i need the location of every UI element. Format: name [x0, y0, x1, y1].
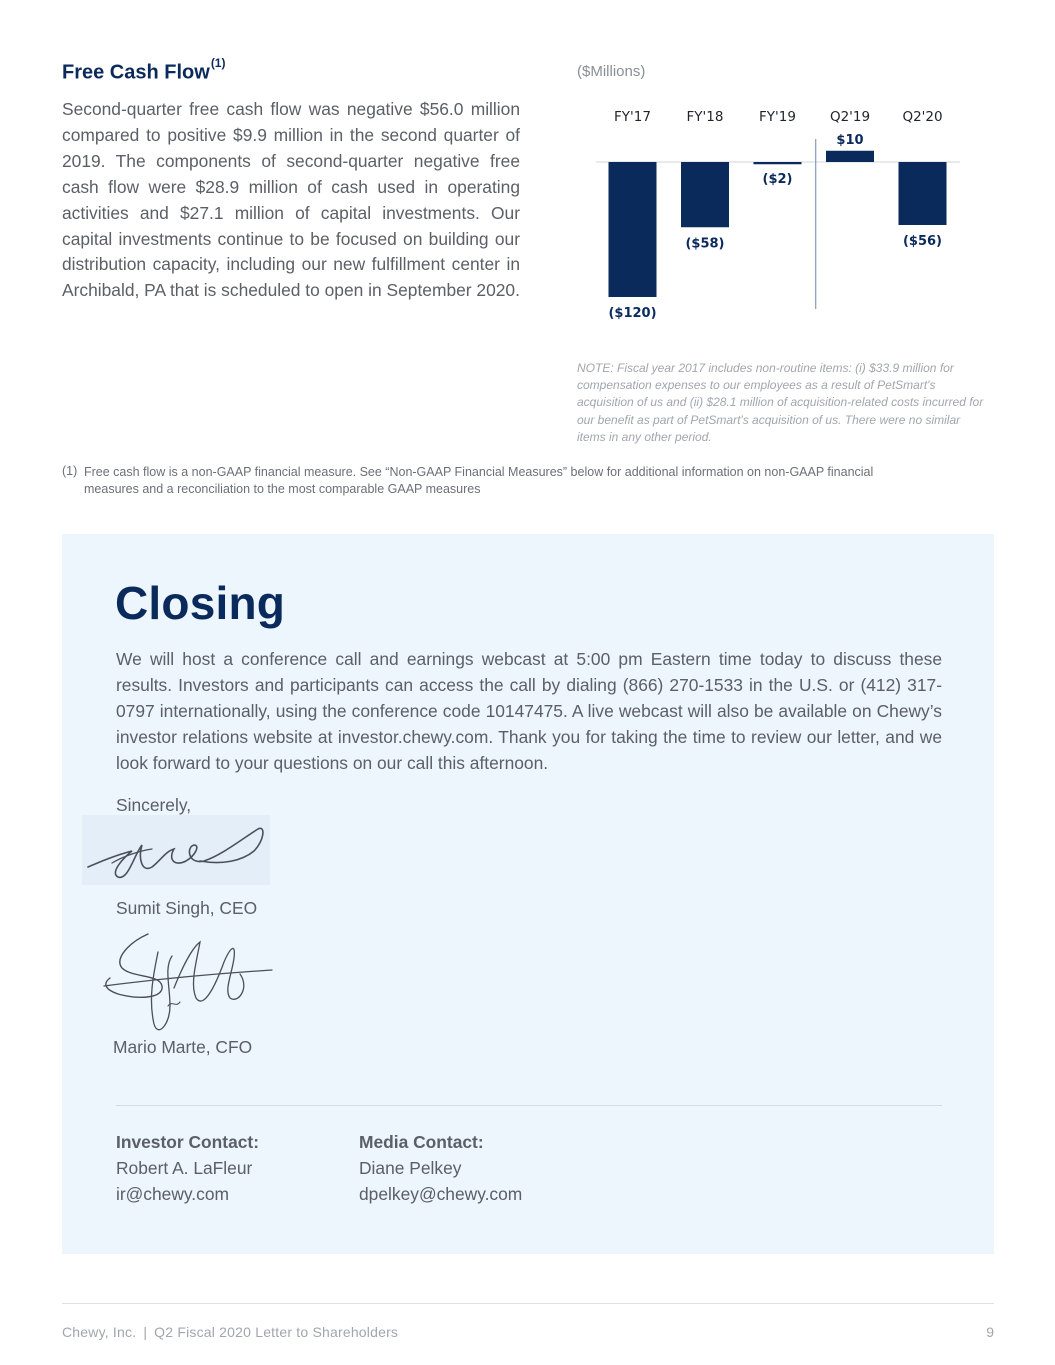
chart-bar	[754, 162, 802, 164]
chart-bar	[826, 151, 874, 162]
cfo-name: Mario Marte, CFO	[113, 1037, 253, 1057]
chart-note: NOTE: Fiscal year 2017 includes non-routine items: (i) $33.9 million for compensation expenses to our employees as a result of PetSmart's acquisition of us and (ii) $28.1 million of acquisition-related costs incurred for our benefit as part of PetSmart's acquisition of us. There were no similar items in any other period.	[577, 361, 984, 444]
chart-value-label: ($120)	[608, 306, 657, 321]
chart-value-label: ($2)	[762, 172, 793, 187]
investor-contact-name: Robert A. LaFleur	[116, 1158, 253, 1178]
section-title-free-cash-flow	[62, 56, 226, 85]
fcf-title-footnote-marker: (1)	[210, 56, 226, 70]
chart-category-label: FY'19	[759, 109, 796, 125]
chart-value-label: ($58)	[685, 236, 725, 252]
fcf-title-text: Free Cash Flow	[62, 61, 210, 84]
chart-bar	[899, 162, 947, 225]
chart-value-label: ($56)	[902, 234, 943, 249]
footnote-text: Free cash flow is a non-GAAP financial measure. See “Non-GAAP Financial Measures” below for additional information on non-GAAP financial measures and a reconciliation to the most comparable GAAP measures	[84, 465, 874, 496]
chart-bar	[681, 162, 729, 227]
closing-paragraph: We will host a conference call and earnings webcast at 5:00 pm Eastern time today to discuss these results. Investors and participants can access the call by dialing (866) 270-1533 in the U.S. or (412) 317-0797 internationally, using the conference code 10147475. A live webcast will also be available on Chewy’s investor relations website at investor.chewy.com. Thank you for taking the time to review our letter, and we look forward to your questions on our call this afternoon.	[116, 649, 942, 773]
footer-separator: |	[143, 1324, 148, 1340]
footnote-number: (1)	[62, 464, 78, 478]
investor-contact	[116, 1129, 259, 1207]
chart-category-label: Q2'20	[902, 109, 943, 125]
footer-company: Chewy, Inc.	[62, 1324, 137, 1340]
free-cash-flow-bar-chart	[576, 96, 996, 336]
page-number: 9	[986, 1324, 994, 1340]
footer-doc-title: Q2 Fiscal 2020 Letter to Shareholders	[154, 1324, 399, 1340]
media-contact-heading: Media Contact:	[359, 1132, 484, 1152]
media-contact-email[interactable]: dpelkey@chewy.com	[359, 1184, 523, 1204]
investor-contact-email[interactable]: ir@chewy.com	[116, 1184, 229, 1204]
chart-value-label: $10	[836, 132, 864, 148]
fcf-paragraph: Second-quarter free cash flow was negative $56.0 million compared to positive $9.9 million in the second quarter of 2019. The components of second-quarter negative free cash flow were $28.9 million of cash used in operating activities and $27.1 million of capital investments. Our capital investments continue to be focused on building our distribution capacity, including our new fulfillment center in Archibald, PA that is scheduled to open in September 2020.	[62, 99, 520, 301]
ceo-signature	[82, 815, 270, 885]
chart-category-label: Q2'19	[829, 109, 871, 125]
footer-divider	[62, 1303, 994, 1304]
chart-units-label: ($Millions)	[577, 63, 646, 80]
footer-doc-info	[62, 1324, 398, 1340]
chart-category-label: FY'18	[686, 109, 724, 125]
media-contact	[359, 1129, 522, 1207]
sign-off: Sincerely,	[116, 795, 192, 815]
investor-contact-heading: Investor Contact:	[116, 1132, 260, 1152]
cfo-signature	[100, 928, 275, 1038]
closing-divider	[116, 1105, 942, 1106]
closing-title: Closing	[115, 577, 286, 629]
chart-bar	[609, 162, 657, 297]
ceo-name: Sumit Singh, CEO	[116, 898, 258, 918]
chart-category-label: FY'17	[614, 109, 651, 125]
media-contact-name: Diane Pelkey	[359, 1158, 462, 1178]
